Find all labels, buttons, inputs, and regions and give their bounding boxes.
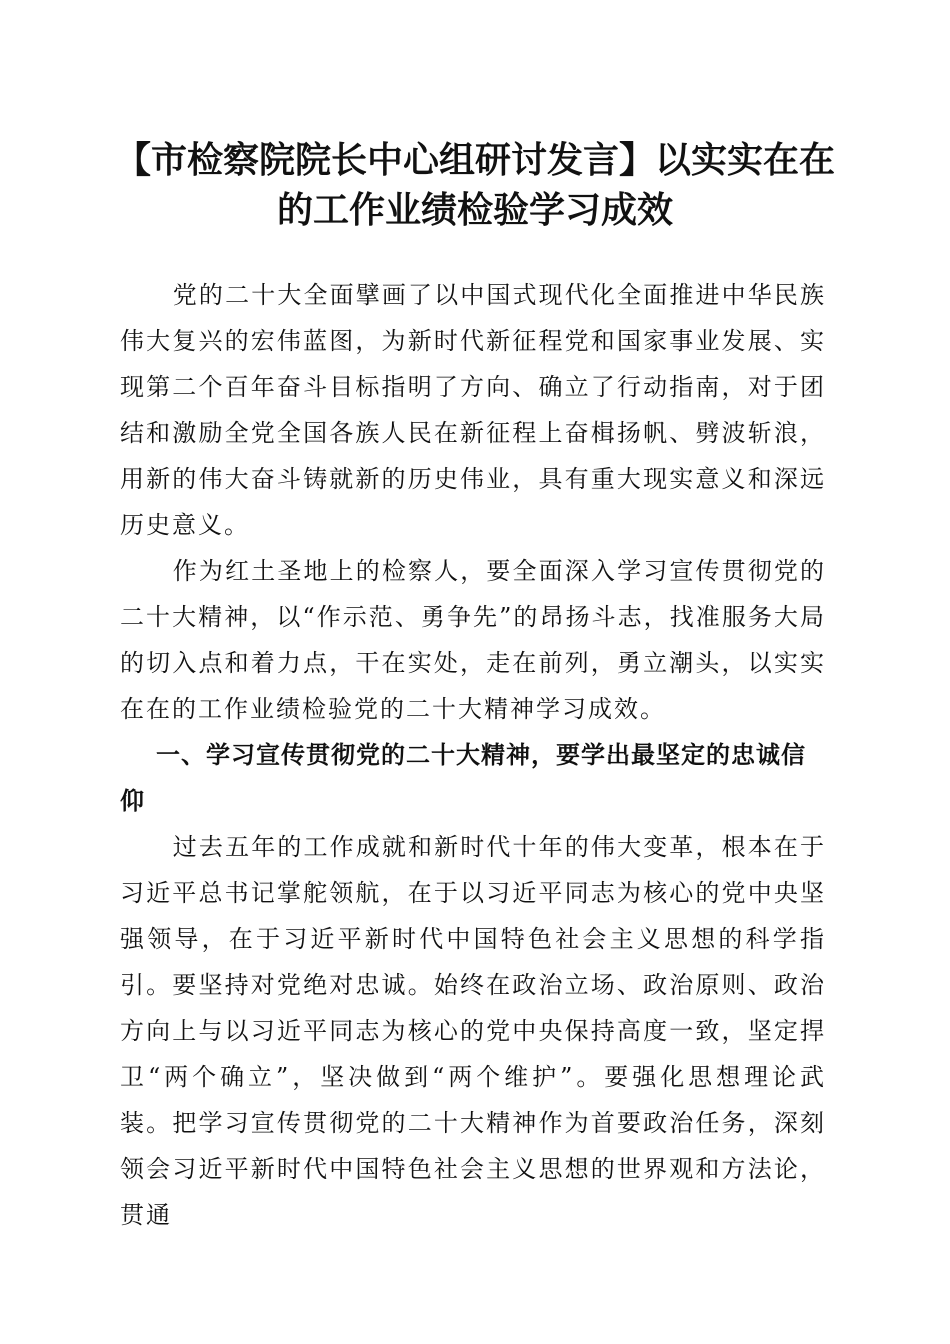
section-1-paragraph: 过去五年的工作成就和新时代十年的伟大变革，根本在于习近平总书记掌舵领航，在于以习近平同志为核心的党中央坚强领导，在于习近平新时代中国特色社会主义思想的科学指引。要坚持对党绝对忠诚。始终在政治立场、政治原则、政治方向上与以习近平同志为核心的党中央保持高度一致，坚定捍卫“两个确立”，坚决做到“两个维护”。要强化思想理论武装。把学习宣传贯彻党的二十大精神作为首要政治任务，深刻领会习近平新时代中国特色社会主义思想的世界观和方法论，贯通 — [120, 833, 826, 1229]
body-paragraph-2: 作为红土圣地上的检察人，要全面深入学习宣传贯彻党的二十大精神，以“作示范、勇争先”的昂扬斗志，找准服务大局的切入点和着力点，干在实处，走在前列，勇立潮头，以实实在在的工作业绩检验党的二十大精神学习成效。 — [120, 557, 826, 723]
document-body — [120, 272, 826, 1238]
body-paragraph-1: 党的二十大全面擘画了以中国式现代化全面推进中华民族伟大复兴的宏伟蓝图，为新时代新征程党和国家事业发展、实现第二个百年奋斗目标指明了方向、确立了行动指南，对于团结和激励全党全国各族人民在新征程上奋楫扬帆、劈波斩浪，用新的伟大奋斗铸就新的历史伟业，具有重大现实意义和深远历史意义。 — [120, 281, 826, 539]
document-title: 【市检察院院长中心组研讨发言】以实实在在的工作业绩检验学习成效 — [114, 139, 835, 231]
section-heading-1: 一、学习宣传贯彻党的二十大精神，要学出最坚定的忠诚信仰 — [120, 741, 806, 815]
